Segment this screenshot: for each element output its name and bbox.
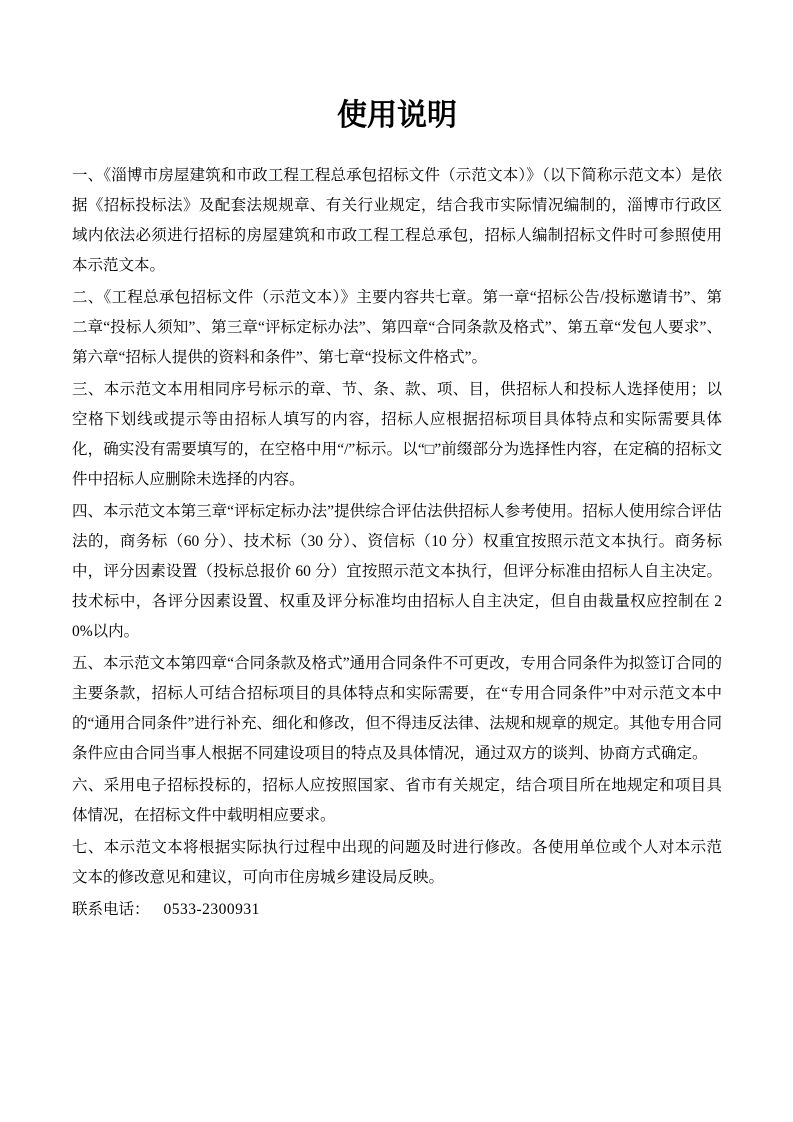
paragraph-3: 三、本示范文本用相同序号标示的章、节、条、款、项、目，供招标人和投标人选择使用；以空格下划线或提示等由招标人填写的内容，招标人应根据招标项目具体特点和实际需要具体化，确实没有需要填写的，在空格中用“/”标示。以“□”前缀部分为选择性内容，在定稿的招标文件中招标人应删除未选择的内容。 bbox=[72, 381, 722, 488]
paragraph-1: 一、《淄博市房屋建筑和市政工程工程总承包招标文件（示范文本）》（以下简称示范文本）是依据《招标投标法》及配套法规规章、有关行业规定，结合我市实际情况编制的，淄博市行政区域内依法必须进行招标的房屋建筑和市政工程工程总承包，招标人编制招标文件时可参照使用本示范文本。 bbox=[72, 167, 722, 274]
contact-label: 联系电话： bbox=[72, 901, 150, 918]
paragraph-2: 二、《工程总承包招标文件（示范文本）》主要内容共七章。第一章“招标公告/投标邀请书”、第二章“投标人须知”、第三章“评标定标办法”、第四章“合同条款及格式”、第五章“发包人要求”、第六章“招标人提供的资料和条件”、第七章“投标文件格式”。 bbox=[72, 289, 722, 366]
paragraph-6: 六、采用电子招标投标的，招标人应按照国家、省市有关规定，结合项目所在地规定和项目具体情况，在招标文件中载明相应要求。 bbox=[72, 777, 722, 824]
contact-phone: 0533-2300931 bbox=[163, 901, 260, 918]
paragraph-5: 五、本示范文本第四章“合同条款及格式”通用合同条件不可更改，专用合同条件为拟签订合同的主要条款，招标人可结合招标项目的具体特点和实际需要，在“专用合同条件”中对示范文本中的“通用合同条件”进行补充、细化和修改，但不得违反法律、法规和规章的规定。其他专用合同条件应由合同当事人根据不同建设项目的特点及具体情况，通过双方的谈判、协商方式确定。 bbox=[72, 655, 722, 762]
contact-line bbox=[72, 895, 722, 925]
paragraph-7: 七、本示范文本将根据实际执行过程中出现的问题及时进行修改。各使用单位或个人对本示范文本的修改意见和建议，可向市住房城乡建设局反映。 bbox=[72, 839, 722, 886]
document-title: 使用说明 bbox=[337, 99, 457, 132]
paragraph-4: 四、本示范文本第三章“评标定标办法”提供综合评估法供招标人参考使用。招标人使用综合评估法的，商务标（60 分）、技术标（30 分）、资信标（10 分）权重宜按照示范文本执行。商务标中，评分因素设置（投标总报价 60 分）宜按照示范文本执行，但评分标准由招标人自主决定。技术标中，各评分因素设置、权重及评分标准均由招标人自主决定，但自由裁量权应控制在 20%以内。 bbox=[72, 503, 722, 640]
